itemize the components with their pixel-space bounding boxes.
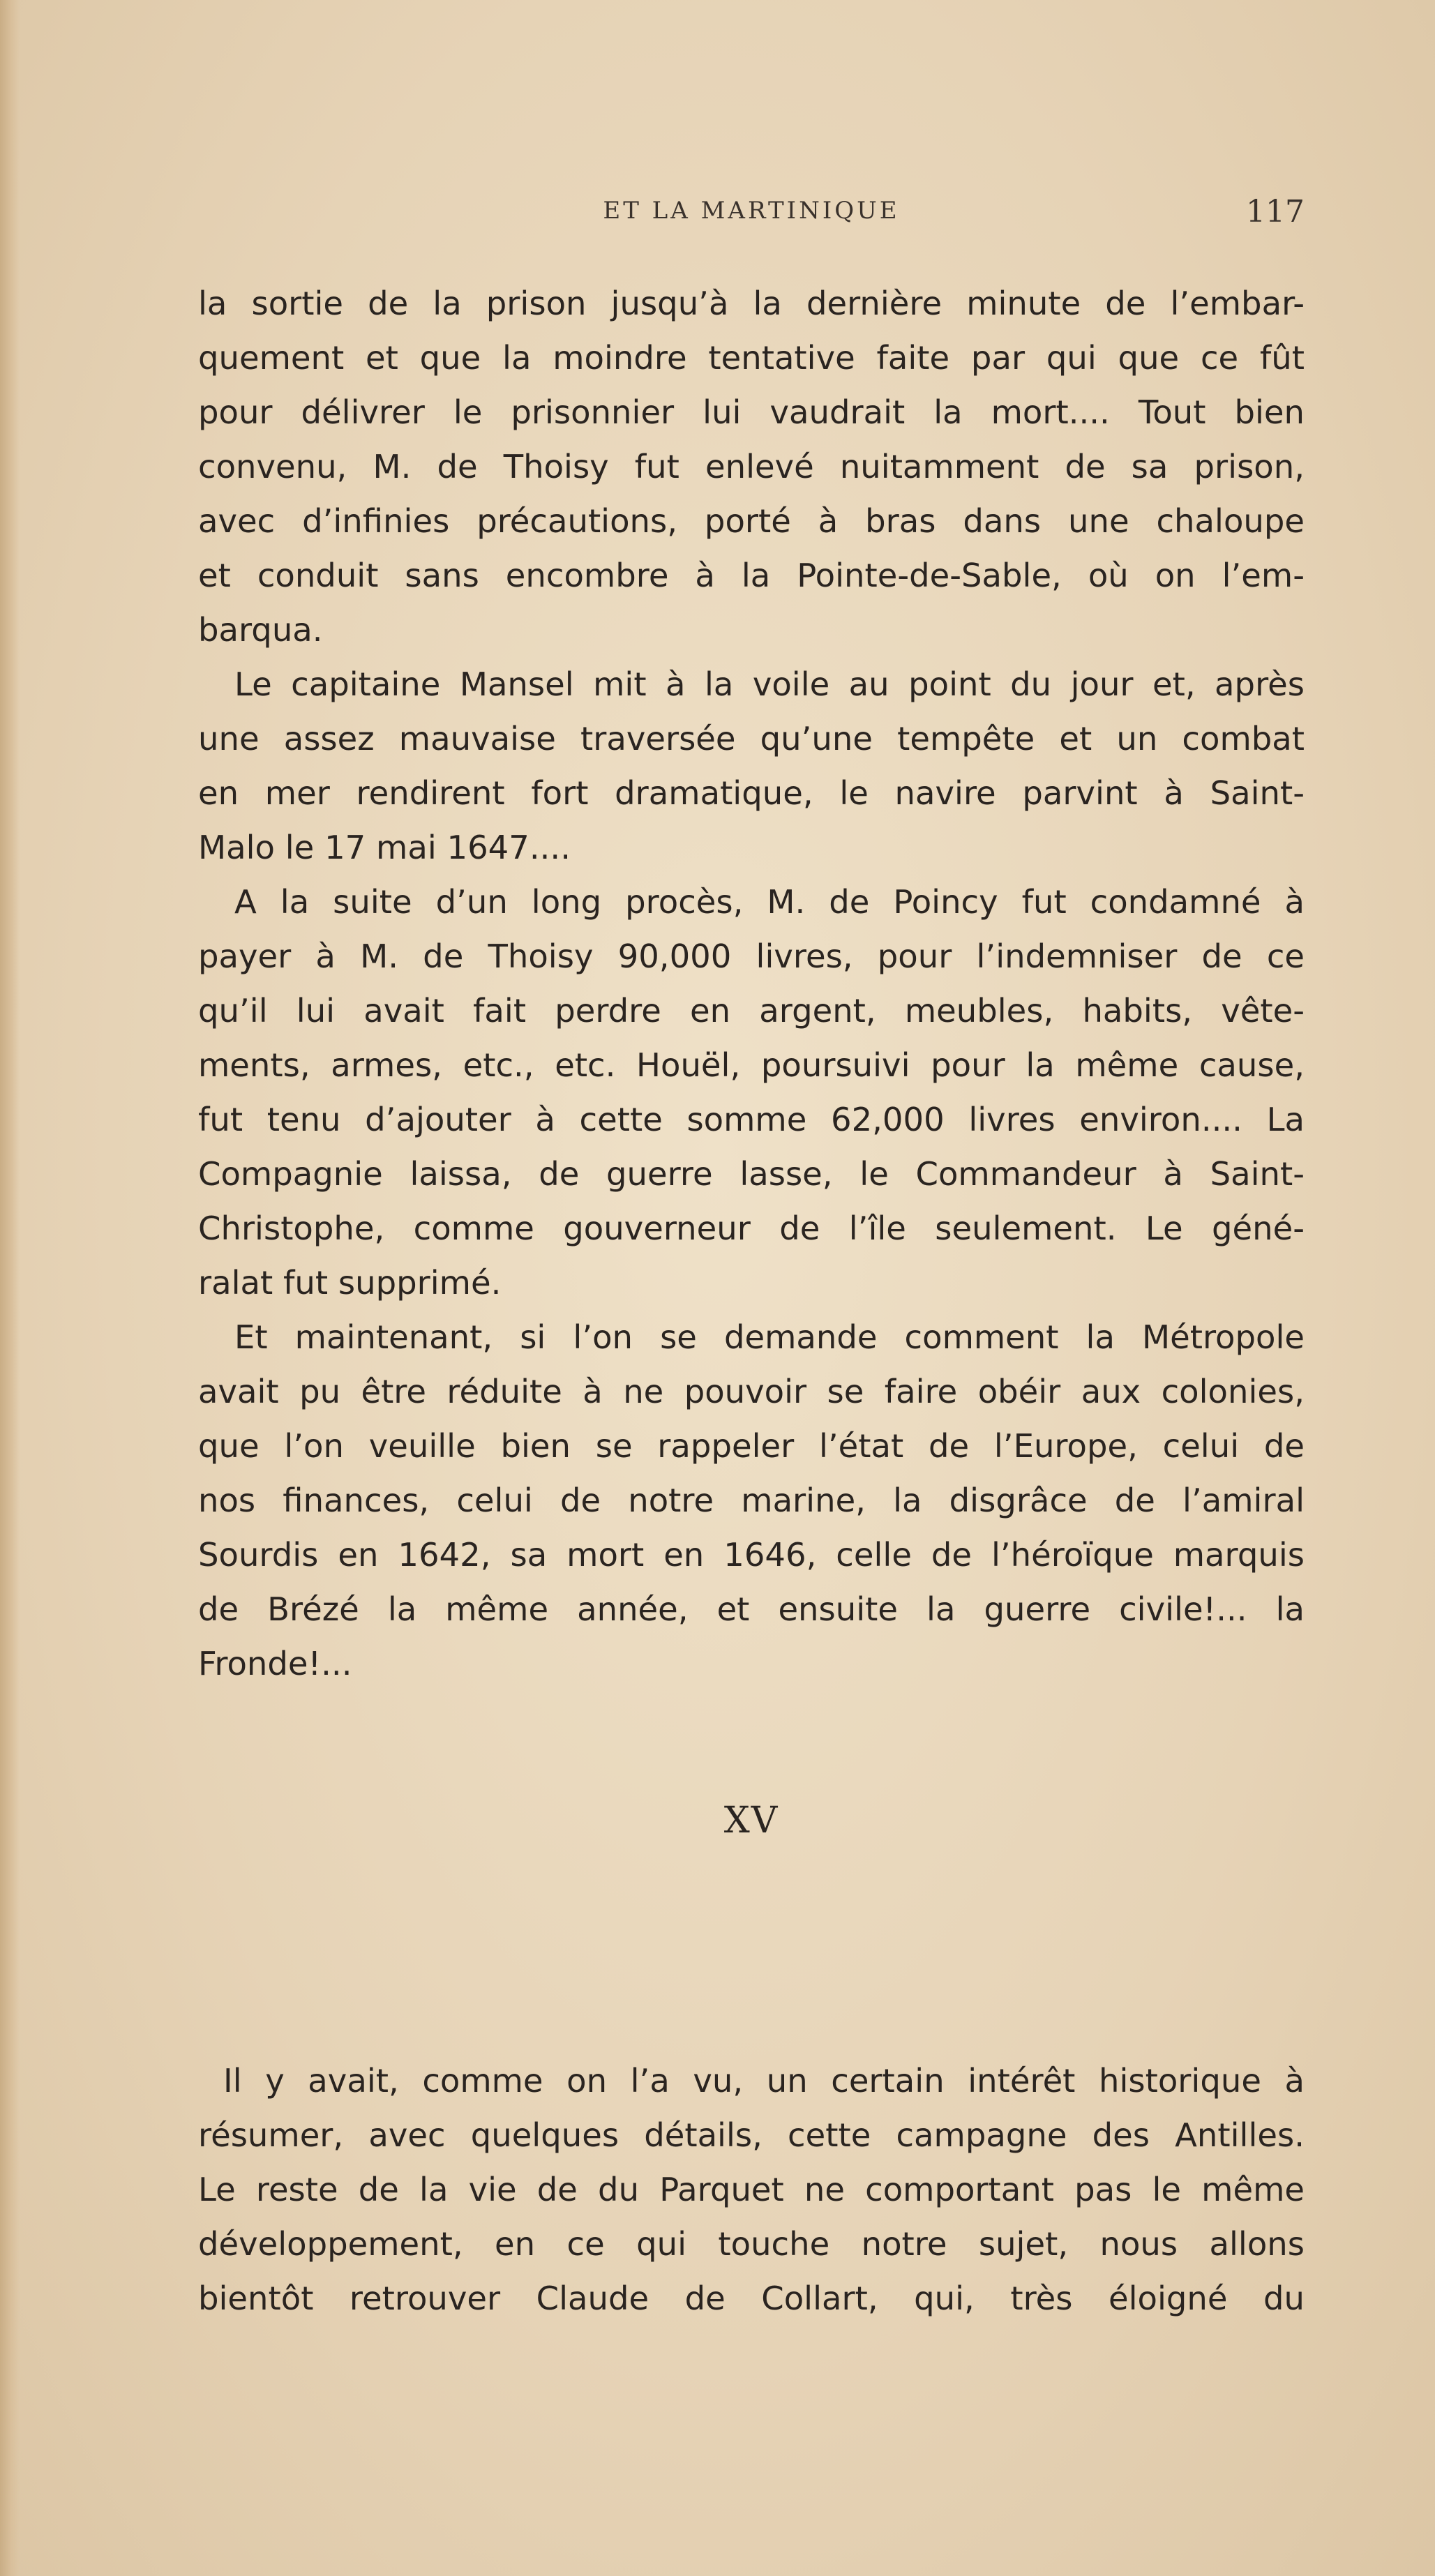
text-line: nos finances, celui de notre marine, la disgrâce de l’amiral bbox=[198, 1482, 1305, 1519]
text-line: résumer, avec quelques détails, cette campagne des Antilles. bbox=[198, 2116, 1305, 2154]
text-line: Compagnie laissa, de guerre lasse, le Commandeur à Saint- bbox=[198, 1155, 1305, 1193]
text-line: fut tenu d’ajouter à cette somme 62,000 livres environ.... La bbox=[198, 1101, 1305, 1138]
text-line: Christophe, comme gouverneur de l’île seulement. Le géné- bbox=[198, 1210, 1305, 1247]
running-head: ET LA MARTINIQUE bbox=[603, 197, 900, 225]
text-line: Le capitaine Mansel mit à la voile au point du jour et, après bbox=[234, 665, 1305, 703]
text-line: ralat fut supprimé. bbox=[198, 1264, 502, 1302]
text-line: de Brézé la même année, et ensuite la guerre civile!... la bbox=[198, 1590, 1305, 1628]
text-line: payer à M. de Thoisy 90,000 livres, pour l’indemniser de ce bbox=[198, 937, 1305, 975]
text-line: Il y avait, comme on l’a vu, un certain intérêt historique à bbox=[223, 2062, 1305, 2100]
text-line: qu’il lui avait fait perdre en argent, meubles, habits, vête- bbox=[198, 992, 1305, 1030]
section-heading: XV bbox=[723, 1800, 779, 1841]
page-number: 117 bbox=[1246, 194, 1305, 229]
chapter-body-text bbox=[198, 276, 1305, 1691]
text-line: Sourdis en 1642, sa mort en 1646, celle de l’héroïque marquis bbox=[198, 1536, 1305, 1574]
text-line: et conduit sans encombre à la Pointe-de-Sable, où on l’em- bbox=[198, 557, 1305, 594]
page-edge-shadow bbox=[0, 0, 20, 2576]
text-line: avec d’infinies précautions, porté à bras dans une chaloupe bbox=[198, 502, 1305, 540]
text-line: convenu, M. de Thoisy fut enlevé nuitamment de sa prison, bbox=[198, 448, 1305, 485]
text-line: bientôt retrouver Claude de Collart, qui, très éloigné du bbox=[198, 2280, 1305, 2317]
text-line: la sortie de la prison jusqu’à la dernière minute de l’embar- bbox=[198, 285, 1305, 322]
text-line: pour délivrer le prisonnier lui vaudrait la mort.... Tout bien bbox=[198, 393, 1305, 431]
section-body-text bbox=[198, 2054, 1305, 2326]
text-line: Le reste de la vie de du Parquet ne comportant pas le même bbox=[198, 2171, 1305, 2208]
text-line: avait pu être réduite à ne pouvoir se faire obéir aux colonies, bbox=[198, 1373, 1305, 1410]
text-line: barqua. bbox=[198, 611, 323, 649]
text-line: en mer rendirent fort dramatique, le navire parvint à Saint- bbox=[198, 774, 1305, 812]
text-line: Et maintenant, si l’on se demande comment la Métropole bbox=[234, 1318, 1305, 1356]
text-line: A la suite d’un long procès, M. de Poincy fut condamné à bbox=[234, 883, 1305, 921]
text-line: ments, armes, etc., etc. Houël, poursuivi pour la même cause, bbox=[198, 1046, 1305, 1084]
text-line: que l’on veuille bien se rappeler l’état de l’Europe, celui de bbox=[198, 1427, 1305, 1465]
text-line: développement, en ce qui touche notre sujet, nous allons bbox=[198, 2225, 1305, 2263]
text-line: Malo le 17 mai 1647.... bbox=[198, 829, 571, 866]
text-line: une assez mauvaise traversée qu’une tempête et un combat bbox=[198, 720, 1305, 758]
text-line: quement et que la moindre tentative faite par qui que ce fût bbox=[198, 339, 1305, 377]
text-line: Fronde!... bbox=[198, 1645, 352, 1682]
page-header bbox=[198, 194, 1305, 239]
